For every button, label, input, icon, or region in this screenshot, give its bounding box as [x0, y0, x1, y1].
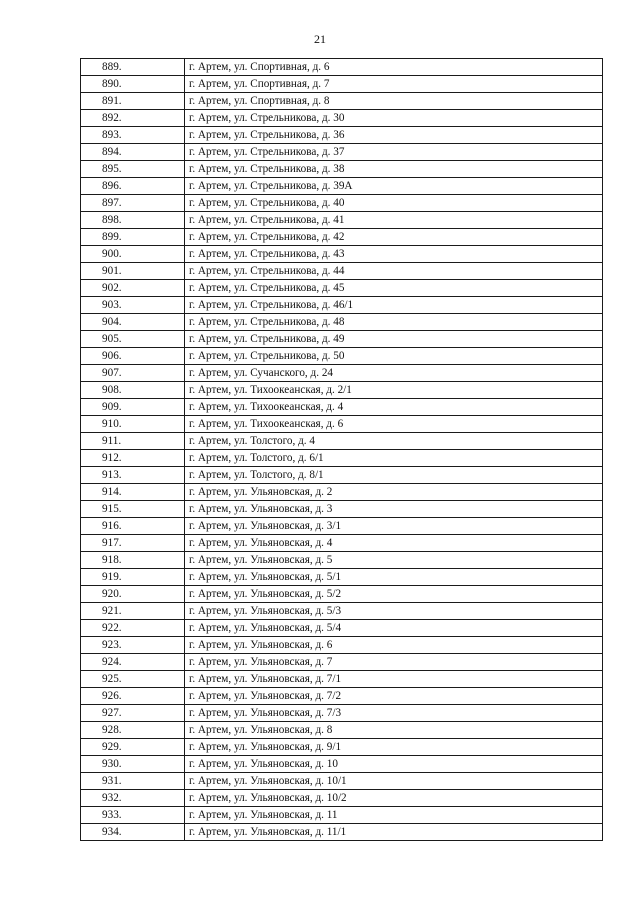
row-address: г. Артем, ул. Толстого, д. 6/1	[185, 450, 603, 467]
table-row	[81, 76, 603, 93]
row-address: г. Артем, ул. Ульяновская, д. 9/1	[185, 739, 603, 756]
row-address: г. Артем, ул. Ульяновская, д. 7/1	[185, 671, 603, 688]
row-number: 893.	[81, 127, 185, 144]
table-row	[81, 586, 603, 603]
row-number: 906.	[81, 348, 185, 365]
row-address: г. Артем, ул. Стрельникова, д. 43	[185, 246, 603, 263]
row-number: 916.	[81, 518, 185, 535]
row-address: г. Артем, ул. Стрельникова, д. 50	[185, 348, 603, 365]
row-address: г. Артем, ул. Ульяновская, д. 11/1	[185, 824, 603, 841]
row-number: 922.	[81, 620, 185, 637]
row-address: г. Артем, ул. Стрельникова, д. 45	[185, 280, 603, 297]
table-row	[81, 654, 603, 671]
row-number: 930.	[81, 756, 185, 773]
row-address: г. Артем, ул. Ульяновская, д. 2	[185, 484, 603, 501]
row-address: г. Артем, ул. Стрельникова, д. 44	[185, 263, 603, 280]
row-address: г. Артем, ул. Стрельникова, д. 42	[185, 229, 603, 246]
row-address: г. Артем, ул. Ульяновская, д. 7/2	[185, 688, 603, 705]
table-row	[81, 263, 603, 280]
row-address: г. Артем, ул. Спортивная, д. 8	[185, 93, 603, 110]
row-address: г. Артем, ул. Стрельникова, д. 41	[185, 212, 603, 229]
row-number: 897.	[81, 195, 185, 212]
row-address: г. Артем, ул. Стрельникова, д. 49	[185, 331, 603, 348]
row-address: г. Артем, ул. Стрельникова, д. 37	[185, 144, 603, 161]
row-address: г. Артем, ул. Ульяновская, д. 3/1	[185, 518, 603, 535]
row-address: г. Артем, ул. Тихоокеанская, д. 6	[185, 416, 603, 433]
row-address: г. Артем, ул. Ульяновская, д. 10/2	[185, 790, 603, 807]
table-row	[81, 331, 603, 348]
table-row	[81, 365, 603, 382]
table-row	[81, 620, 603, 637]
table-row	[81, 144, 603, 161]
row-address: г. Артем, ул. Ульяновская, д. 3	[185, 501, 603, 518]
row-address: г. Артем, ул. Стрельникова, д. 36	[185, 127, 603, 144]
row-number: 923.	[81, 637, 185, 654]
table-row	[81, 110, 603, 127]
table-row	[81, 280, 603, 297]
table-row	[81, 518, 603, 535]
row-address: г. Артем, ул. Стрельникова, д. 39А	[185, 178, 603, 195]
row-address: г. Артем, ул. Ульяновская, д. 6	[185, 637, 603, 654]
row-number: 899.	[81, 229, 185, 246]
row-number: 892.	[81, 110, 185, 127]
table-row	[81, 93, 603, 110]
row-number: 926.	[81, 688, 185, 705]
row-number: 900.	[81, 246, 185, 263]
table-row	[81, 705, 603, 722]
row-number: 891.	[81, 93, 185, 110]
row-address: г. Артем, ул. Тихоокеанская, д. 2/1	[185, 382, 603, 399]
table-body	[81, 59, 603, 841]
row-address: г. Артем, ул. Ульяновская, д. 7/3	[185, 705, 603, 722]
row-number: 894.	[81, 144, 185, 161]
table-row	[81, 229, 603, 246]
row-number: 889.	[81, 59, 185, 76]
address-table	[80, 58, 603, 841]
table-row	[81, 178, 603, 195]
row-address: г. Артем, ул. Ульяновская, д. 4	[185, 535, 603, 552]
table-row	[81, 535, 603, 552]
row-number: 907.	[81, 365, 185, 382]
row-address: г. Артем, ул. Ульяновская, д. 5/2	[185, 586, 603, 603]
table-row	[81, 722, 603, 739]
table-row	[81, 790, 603, 807]
row-number: 920.	[81, 586, 185, 603]
table-row	[81, 756, 603, 773]
row-address: г. Артем, ул. Ульяновская, д. 10	[185, 756, 603, 773]
row-number: 902.	[81, 280, 185, 297]
row-address: г. Артем, ул. Стрельникова, д. 40	[185, 195, 603, 212]
page-number: 21	[314, 32, 326, 46]
table-row	[81, 773, 603, 790]
table-row	[81, 59, 603, 76]
row-number: 919.	[81, 569, 185, 586]
table-row	[81, 297, 603, 314]
table-row	[81, 314, 603, 331]
table-row	[81, 382, 603, 399]
row-address: г. Артем, ул. Тихоокеанская, д. 4	[185, 399, 603, 416]
row-number: 924.	[81, 654, 185, 671]
table-row	[81, 195, 603, 212]
row-number: 898.	[81, 212, 185, 229]
row-address: г. Артем, ул. Ульяновская, д. 5	[185, 552, 603, 569]
row-address: г. Артем, ул. Стрельникова, д. 38	[185, 161, 603, 178]
table-row	[81, 212, 603, 229]
table-row	[81, 603, 603, 620]
row-number: 911.	[81, 433, 185, 450]
row-number: 918.	[81, 552, 185, 569]
row-number: 909.	[81, 399, 185, 416]
row-number: 917.	[81, 535, 185, 552]
table-row	[81, 501, 603, 518]
row-address: г. Артем, ул. Толстого, д. 4	[185, 433, 603, 450]
row-number: 903.	[81, 297, 185, 314]
row-address: г. Артем, ул. Ульяновская, д. 8	[185, 722, 603, 739]
row-number: 931.	[81, 773, 185, 790]
row-address: г. Артем, ул. Стрельникова, д. 30	[185, 110, 603, 127]
row-number: 904.	[81, 314, 185, 331]
table-row	[81, 569, 603, 586]
row-number: 905.	[81, 331, 185, 348]
row-number: 896.	[81, 178, 185, 195]
row-address: г. Артем, ул. Сучанского, д. 24	[185, 365, 603, 382]
table-row	[81, 688, 603, 705]
table-row	[81, 399, 603, 416]
table-row	[81, 807, 603, 824]
table-row	[81, 671, 603, 688]
table-row	[81, 467, 603, 484]
row-number: 932.	[81, 790, 185, 807]
table-row	[81, 127, 603, 144]
row-address: г. Артем, ул. Стрельникова, д. 48	[185, 314, 603, 331]
row-address: г. Артем, ул. Стрельникова, д. 46/1	[185, 297, 603, 314]
row-address: г. Артем, ул. Толстого, д. 8/1	[185, 467, 603, 484]
row-number: 913.	[81, 467, 185, 484]
row-number: 925.	[81, 671, 185, 688]
table-row	[81, 433, 603, 450]
row-number: 933.	[81, 807, 185, 824]
row-address: г. Артем, ул. Ульяновская, д. 5/4	[185, 620, 603, 637]
row-number: 908.	[81, 382, 185, 399]
row-address: г. Артем, ул. Ульяновская, д. 11	[185, 807, 603, 824]
table-row	[81, 450, 603, 467]
table-row	[81, 246, 603, 263]
row-number: 927.	[81, 705, 185, 722]
row-address: г. Артем, ул. Спортивная, д. 7	[185, 76, 603, 93]
row-address: г. Артем, ул. Ульяновская, д. 5/3	[185, 603, 603, 620]
row-number: 921.	[81, 603, 185, 620]
row-number: 901.	[81, 263, 185, 280]
table-row	[81, 739, 603, 756]
row-number: 890.	[81, 76, 185, 93]
table-row	[81, 161, 603, 178]
table-row	[81, 637, 603, 654]
row-address: г. Артем, ул. Ульяновская, д. 5/1	[185, 569, 603, 586]
row-number: 914.	[81, 484, 185, 501]
row-number: 895.	[81, 161, 185, 178]
row-address: г. Артем, ул. Ульяновская, д. 7	[185, 654, 603, 671]
row-number: 910.	[81, 416, 185, 433]
table-row	[81, 416, 603, 433]
row-number: 912.	[81, 450, 185, 467]
table-row	[81, 552, 603, 569]
table-row	[81, 824, 603, 841]
row-number: 915.	[81, 501, 185, 518]
row-address: г. Артем, ул. Спортивная, д. 6	[185, 59, 603, 76]
table-row	[81, 348, 603, 365]
row-number: 928.	[81, 722, 185, 739]
row-number: 934.	[81, 824, 185, 841]
row-address: г. Артем, ул. Ульяновская, д. 10/1	[185, 773, 603, 790]
row-number: 929.	[81, 739, 185, 756]
table-row	[81, 484, 603, 501]
